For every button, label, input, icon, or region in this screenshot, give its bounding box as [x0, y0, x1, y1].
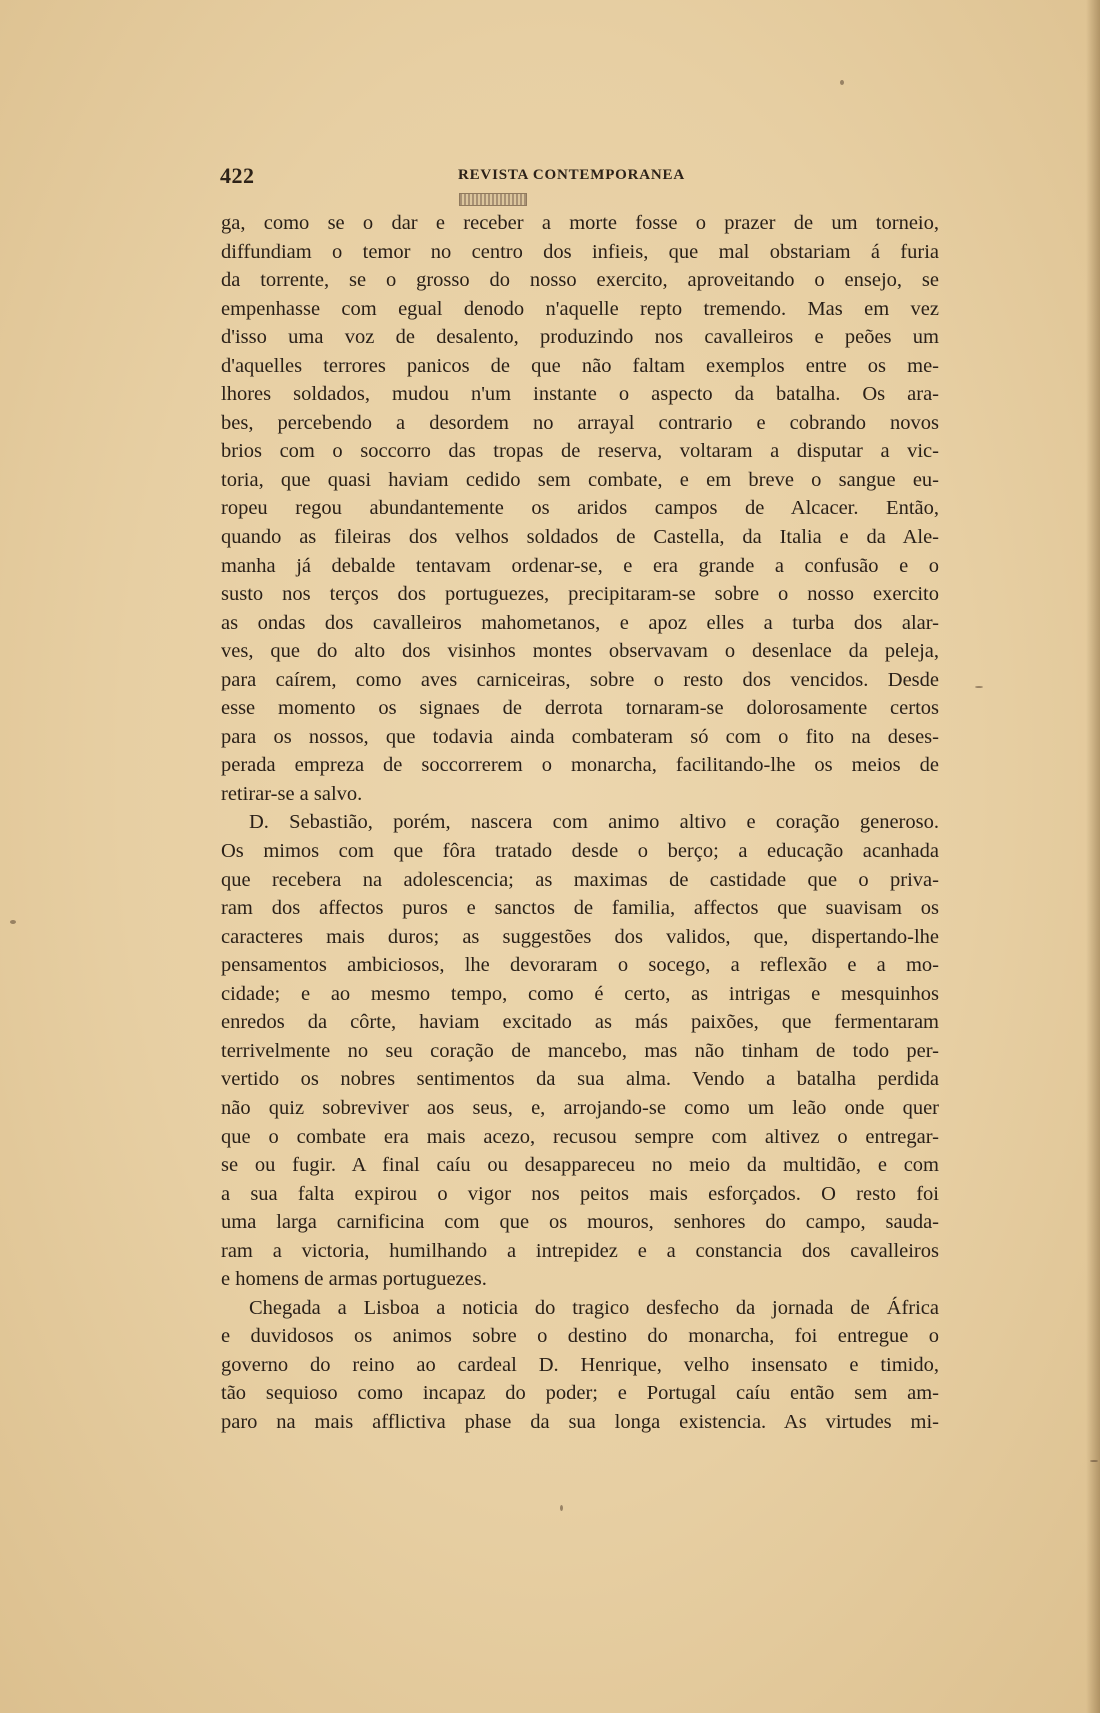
text-line: lhores soldados, mudou n'um instante o aspecto da batalha. Os ara-: [221, 383, 939, 406]
text-line: ropeu regou abundantemente os aridos campos de Alcacer. Então,: [221, 497, 939, 520]
paper-speck: [560, 1505, 563, 1511]
text-line: terrivelmente no seu coração de mancebo, mas não tinham de todo per-: [221, 1039, 939, 1062]
text-line: vertido os nobres sentimentos da sua alma. Vendo a batalha perdida: [221, 1068, 939, 1091]
text-line: para os nossos, que todavia ainda combateram só com o fito na deses-: [221, 725, 939, 748]
text-line: ves, que do alto dos visinhos montes observavam o desenlace da peleja,: [221, 640, 939, 663]
body-text: [221, 209, 939, 1437]
text-line: ram a victoria, humilhando a intrepidez e a constancia dos cavalleiros: [221, 1239, 939, 1262]
text-line: que o combate era mais acezo, recusou sempre com altivez o entregar-: [221, 1125, 939, 1148]
text-line: d'aquelles terrores panicos de que não faltam exemplos entre os me-: [221, 354, 939, 377]
text-line: para caírem, como aves carniceiras, sobre o resto dos vencidos. Desde: [221, 668, 939, 691]
text-line: susto nos terços dos portuguezes, precipitaram-se sobre o nosso exercito: [221, 583, 939, 606]
page-number: 422: [220, 163, 255, 188]
text-line: cidade; e ao mesmo tempo, como é certo, as intrigas e mesquinhos: [221, 982, 939, 1005]
text-line: uma larga carnificina com que os mouros, senhores do campo, sauda-: [221, 1211, 939, 1234]
text-line: paro na mais afflictiva phase da sua longa existencia. As virtudes mi-: [221, 1410, 939, 1433]
text-line: governo do reino ao cardeal D. Henrique, velho insensato e timido,: [221, 1353, 939, 1376]
text-line: bes, percebendo a desordem no arrayal contrario e cobrando novos: [221, 411, 939, 434]
paper-speck: [975, 686, 983, 688]
text-line: Chegada a Lisboa a noticia do tragico desfecho da jornada de África: [249, 1296, 939, 1319]
paper-speck: [840, 80, 844, 85]
text-line: esse momento os signaes de derrota tornaram-se dolorosamente certos: [221, 697, 939, 720]
text-line: a sua falta expirou o vigor nos peitos mais esforçados. O resto foi: [221, 1182, 939, 1205]
text-line: empenhasse com egual denodo n'aquelle repto tremendo. Mas em vez: [221, 297, 939, 320]
text-line: e homens de armas portuguezes.: [221, 1268, 487, 1291]
text-line: retirar-se a salvo.: [221, 782, 363, 805]
page-header: [220, 163, 940, 197]
text-line: ga, como se o dar e receber a morte fosse o prazer de um torneio,: [221, 212, 939, 234]
text-line: ram dos affectos puros e sanctos de familia, affectos que suavisam os: [221, 897, 939, 920]
paper-speck: [1090, 1460, 1098, 1462]
text-line: se ou fugir. A final caíu ou desappareceu no meio da multidão, e com: [221, 1154, 939, 1177]
text-line: caracteres mais duros; as suggestões dos validos, que, dispertando-lhe: [221, 925, 939, 948]
page-edge-shadow: [1086, 0, 1100, 1713]
text-line: pensamentos ambiciosos, lhe devoraram o socego, a reflexão e a mo-: [221, 954, 939, 977]
text-line: da torrente, se o grosso do nosso exercito, aproveitando o ensejo, se: [221, 269, 939, 292]
text-line: que recebera na adolescencia; as maximas de castidade que o priva-: [221, 868, 939, 891]
text-line: Os mimos com que fôra tratado desde o berço; a educação acanhada: [221, 840, 939, 863]
text-line: toria, que quasi haviam cedido sem combate, e em breve o sangue eu-: [221, 468, 939, 491]
text-line: as ondas dos cavalleiros mahometanos, e apoz elles a turba dos alar-: [221, 611, 939, 634]
running-title: REVISTA CONTEMPORANEA: [458, 167, 685, 183]
text-line: perada empreza de soccorrerem o monarcha, facilitando-lhe os meios de: [221, 754, 939, 777]
text-line: D. Sebastião, porém, nascera com animo altivo e coração generoso.: [249, 811, 939, 834]
text-line: diffundiam o temor no centro dos infieis, que mal obstariam á furia: [221, 240, 939, 263]
text-line: não quiz sobreviver aos seus, e, arrojando-se como um leão onde quer: [221, 1096, 939, 1119]
text-line: brios com o soccorro das tropas de reserva, voltaram a disputar a vic-: [221, 440, 939, 463]
paper-speck: [10, 920, 16, 924]
text-line: enredos da côrte, haviam excitado as más paixões, que fermentaram: [221, 1011, 939, 1034]
text-line: tão sequioso como incapaz do poder; e Portugal caíu então sem am-: [221, 1382, 939, 1405]
text-line: d'isso uma voz de desalento, produzindo nos cavalleiros e peões um: [221, 326, 939, 349]
text-line: e duvidosos os animos sobre o destino do monarcha, foi entregue o: [221, 1325, 939, 1348]
text-line: quando as fileiras dos velhos soldados de Castella, da Italia e da Ale-: [221, 526, 939, 549]
text-line: manha já debalde tentavam ordenar-se, e era grande a confusão e o: [221, 554, 939, 577]
header-ornament: [459, 193, 527, 206]
